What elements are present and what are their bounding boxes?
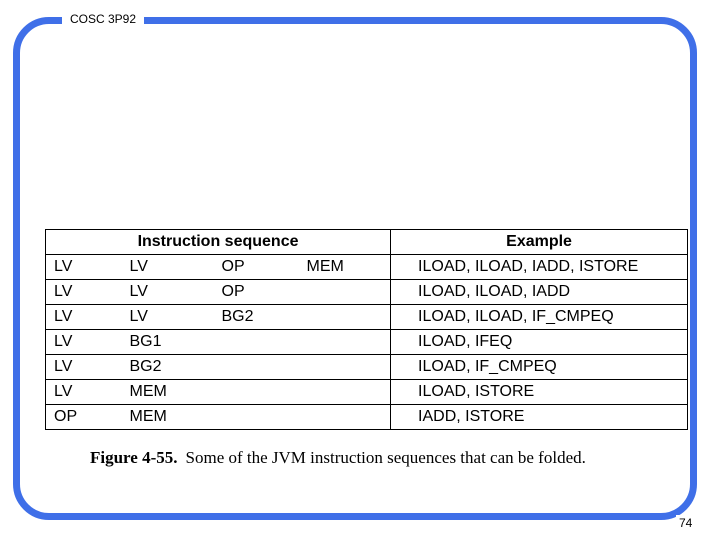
example-cell: ILOAD, ILOAD, IADD [391, 280, 688, 305]
table-cell: BG2 [122, 355, 214, 380]
caption-text: Some of the JVM instruction sequences that can be folded. [185, 448, 586, 467]
table-cell [299, 280, 391, 305]
table-row [46, 355, 688, 380]
header-instruction-sequence: Instruction sequence [46, 230, 391, 255]
table-cell [214, 405, 299, 430]
figure-caption [90, 448, 586, 468]
table-cell [214, 355, 299, 380]
table-cell: LV [122, 305, 214, 330]
table-row [46, 380, 688, 405]
course-label: COSC 3P92 [62, 11, 144, 27]
table-cell: LV [46, 280, 122, 305]
table-cell [299, 355, 391, 380]
table-row [46, 405, 688, 430]
table-cell: BG1 [122, 330, 214, 355]
table-row [46, 330, 688, 355]
table-cell: MEM [122, 405, 214, 430]
table-cell: LV [46, 380, 122, 405]
table-cell [214, 380, 299, 405]
example-cell: ILOAD, ISTORE [391, 380, 688, 405]
example-cell: ILOAD, ILOAD, IF_CMPEQ [391, 305, 688, 330]
page-number: 74 [676, 515, 695, 531]
table-cell: LV [122, 255, 214, 280]
table-cell: LV [122, 280, 214, 305]
table-cell [299, 330, 391, 355]
table-cell: MEM [299, 255, 391, 280]
example-cell: ILOAD, IF_CMPEQ [391, 355, 688, 380]
table-cell: LV [46, 255, 122, 280]
table-cell [299, 405, 391, 430]
table-cell: OP [214, 255, 299, 280]
table-cell: LV [46, 305, 122, 330]
table-cell: LV [46, 330, 122, 355]
table-cell: LV [46, 355, 122, 380]
table-row [46, 255, 688, 280]
table-cell: OP [46, 405, 122, 430]
figure-number: Figure 4-55. [90, 448, 178, 467]
example-cell: ILOAD, IFEQ [391, 330, 688, 355]
table-row [46, 280, 688, 305]
table-row [46, 305, 688, 330]
table-cell: MEM [122, 380, 214, 405]
table-header-row [46, 230, 688, 255]
table-cell [299, 305, 391, 330]
table-cell [214, 330, 299, 355]
jvm-folding-table [45, 229, 688, 430]
table-cell [299, 380, 391, 405]
example-cell: IADD, ISTORE [391, 405, 688, 430]
table-cell: BG2 [214, 305, 299, 330]
header-example: Example [391, 230, 688, 255]
example-cell: ILOAD, ILOAD, IADD, ISTORE [391, 255, 688, 280]
table-cell: OP [214, 280, 299, 305]
